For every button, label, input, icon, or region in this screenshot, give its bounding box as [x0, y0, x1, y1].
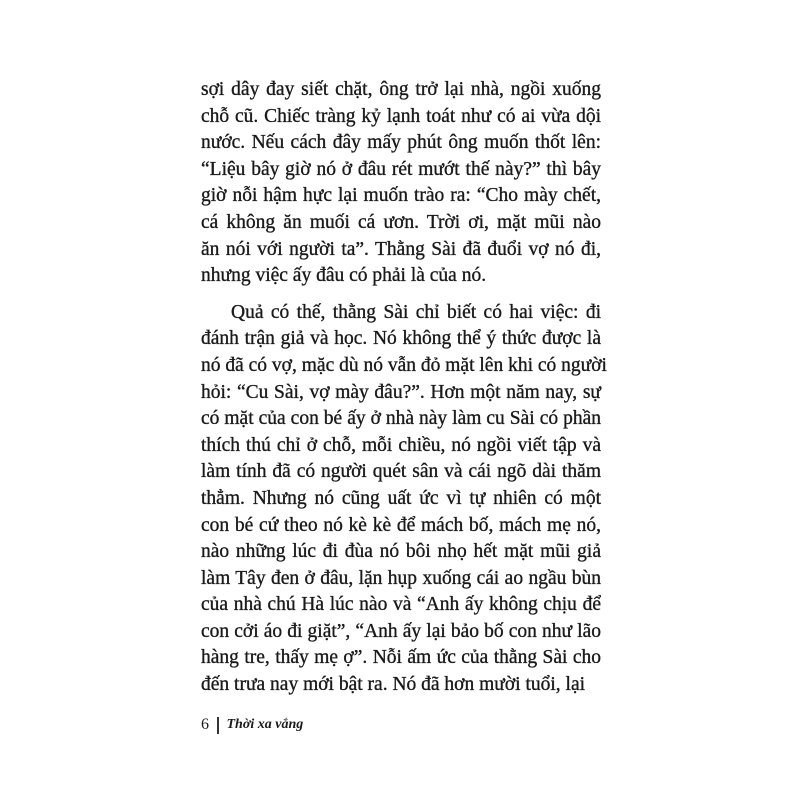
paragraph-2 — [201, 300, 607, 699]
text-line: chỗ cũ. Chiếc tràng kỷ lạnh toát như có ai vừa dội — [201, 105, 601, 127]
text-line: ăn nói với người ta”. Thằng Sài đã đuổi vợ nó đi, — [201, 238, 601, 260]
text-line: cá không ăn muối cá ươn. Trời ơi, mặt mũi nào — [201, 211, 601, 233]
page-number: 6 — [201, 716, 209, 733]
text-line: làm Tây đen ở đâu, lặn hụp xuống cái ao ngầu bùn — [201, 567, 601, 589]
text-line: có mặt của con bé ấy ở nhà này làm cu Sài có phần — [201, 408, 601, 430]
text-line: giờ nỗi hậm hực lại muốn trào ra: “Cho mày chết, — [201, 185, 601, 207]
text-line: Quả có thế, thằng Sài chỉ biết có hai việc: đi — [231, 301, 601, 323]
text-line: đánh trận giả và học. Nó không thể ý thức được là — [201, 328, 601, 350]
text-line: đến trưa nay mới bật ra. Nó đã hơn mười tuổi, lại — [201, 674, 586, 696]
text-line: sợi dây đay siết chặt, ông trở lại nhà, ngồi xuống — [201, 79, 601, 100]
text-line: thích thú chỉ ở chỗ, mỗi chiều, nó ngồi viết tập và — [201, 434, 601, 456]
text-line: hàng tre, thấy mẹ ợ”. Nỗi ấm ức của thằng Sài cho — [201, 647, 601, 669]
text-line: nước. Nếu cách đây mấy phút ông muốn thốt lên: — [201, 132, 601, 154]
text-line: con bé cứ theo nó kè kè để mách bố, mách mẹ nó, — [201, 514, 601, 536]
page-body — [201, 77, 607, 709]
footer-divider — [217, 717, 219, 734]
paragraph-1 — [201, 77, 601, 290]
text-line: “Liệu bây giờ nó ở đâu rét mướt thế này?” thì bây — [201, 158, 601, 180]
text-line: con cởi áo đi giặt”, “Anh ấy lại bảo bố con như lão — [201, 620, 601, 642]
text-line: thẳm. Nhưng nó cũng uất ức vì tự nhiên có một — [201, 487, 601, 509]
text-line: của nhà chú Hà lúc nào và “Anh ấy không chịu để — [201, 594, 601, 616]
text-line: nó đã có vợ, mặc dù nó vẫn đỏ mặt lên khi có người — [201, 354, 607, 376]
book-title: Thời xa vắng — [226, 717, 304, 732]
text-line: hỏi: “Cu Sài, vợ mày đâu?”. Hơn một năm nay, sự — [201, 381, 601, 403]
text-line: nhưng việc ấy đâu có phải là của nó. — [201, 265, 487, 287]
page-footer — [201, 716, 303, 734]
text-line: nào những lúc đi đùa nó bôi nhọ hết mặt mũi giả — [201, 541, 601, 563]
text-line: làm tính đã có người quét sân và cái ngõ dài thăm — [201, 461, 601, 483]
